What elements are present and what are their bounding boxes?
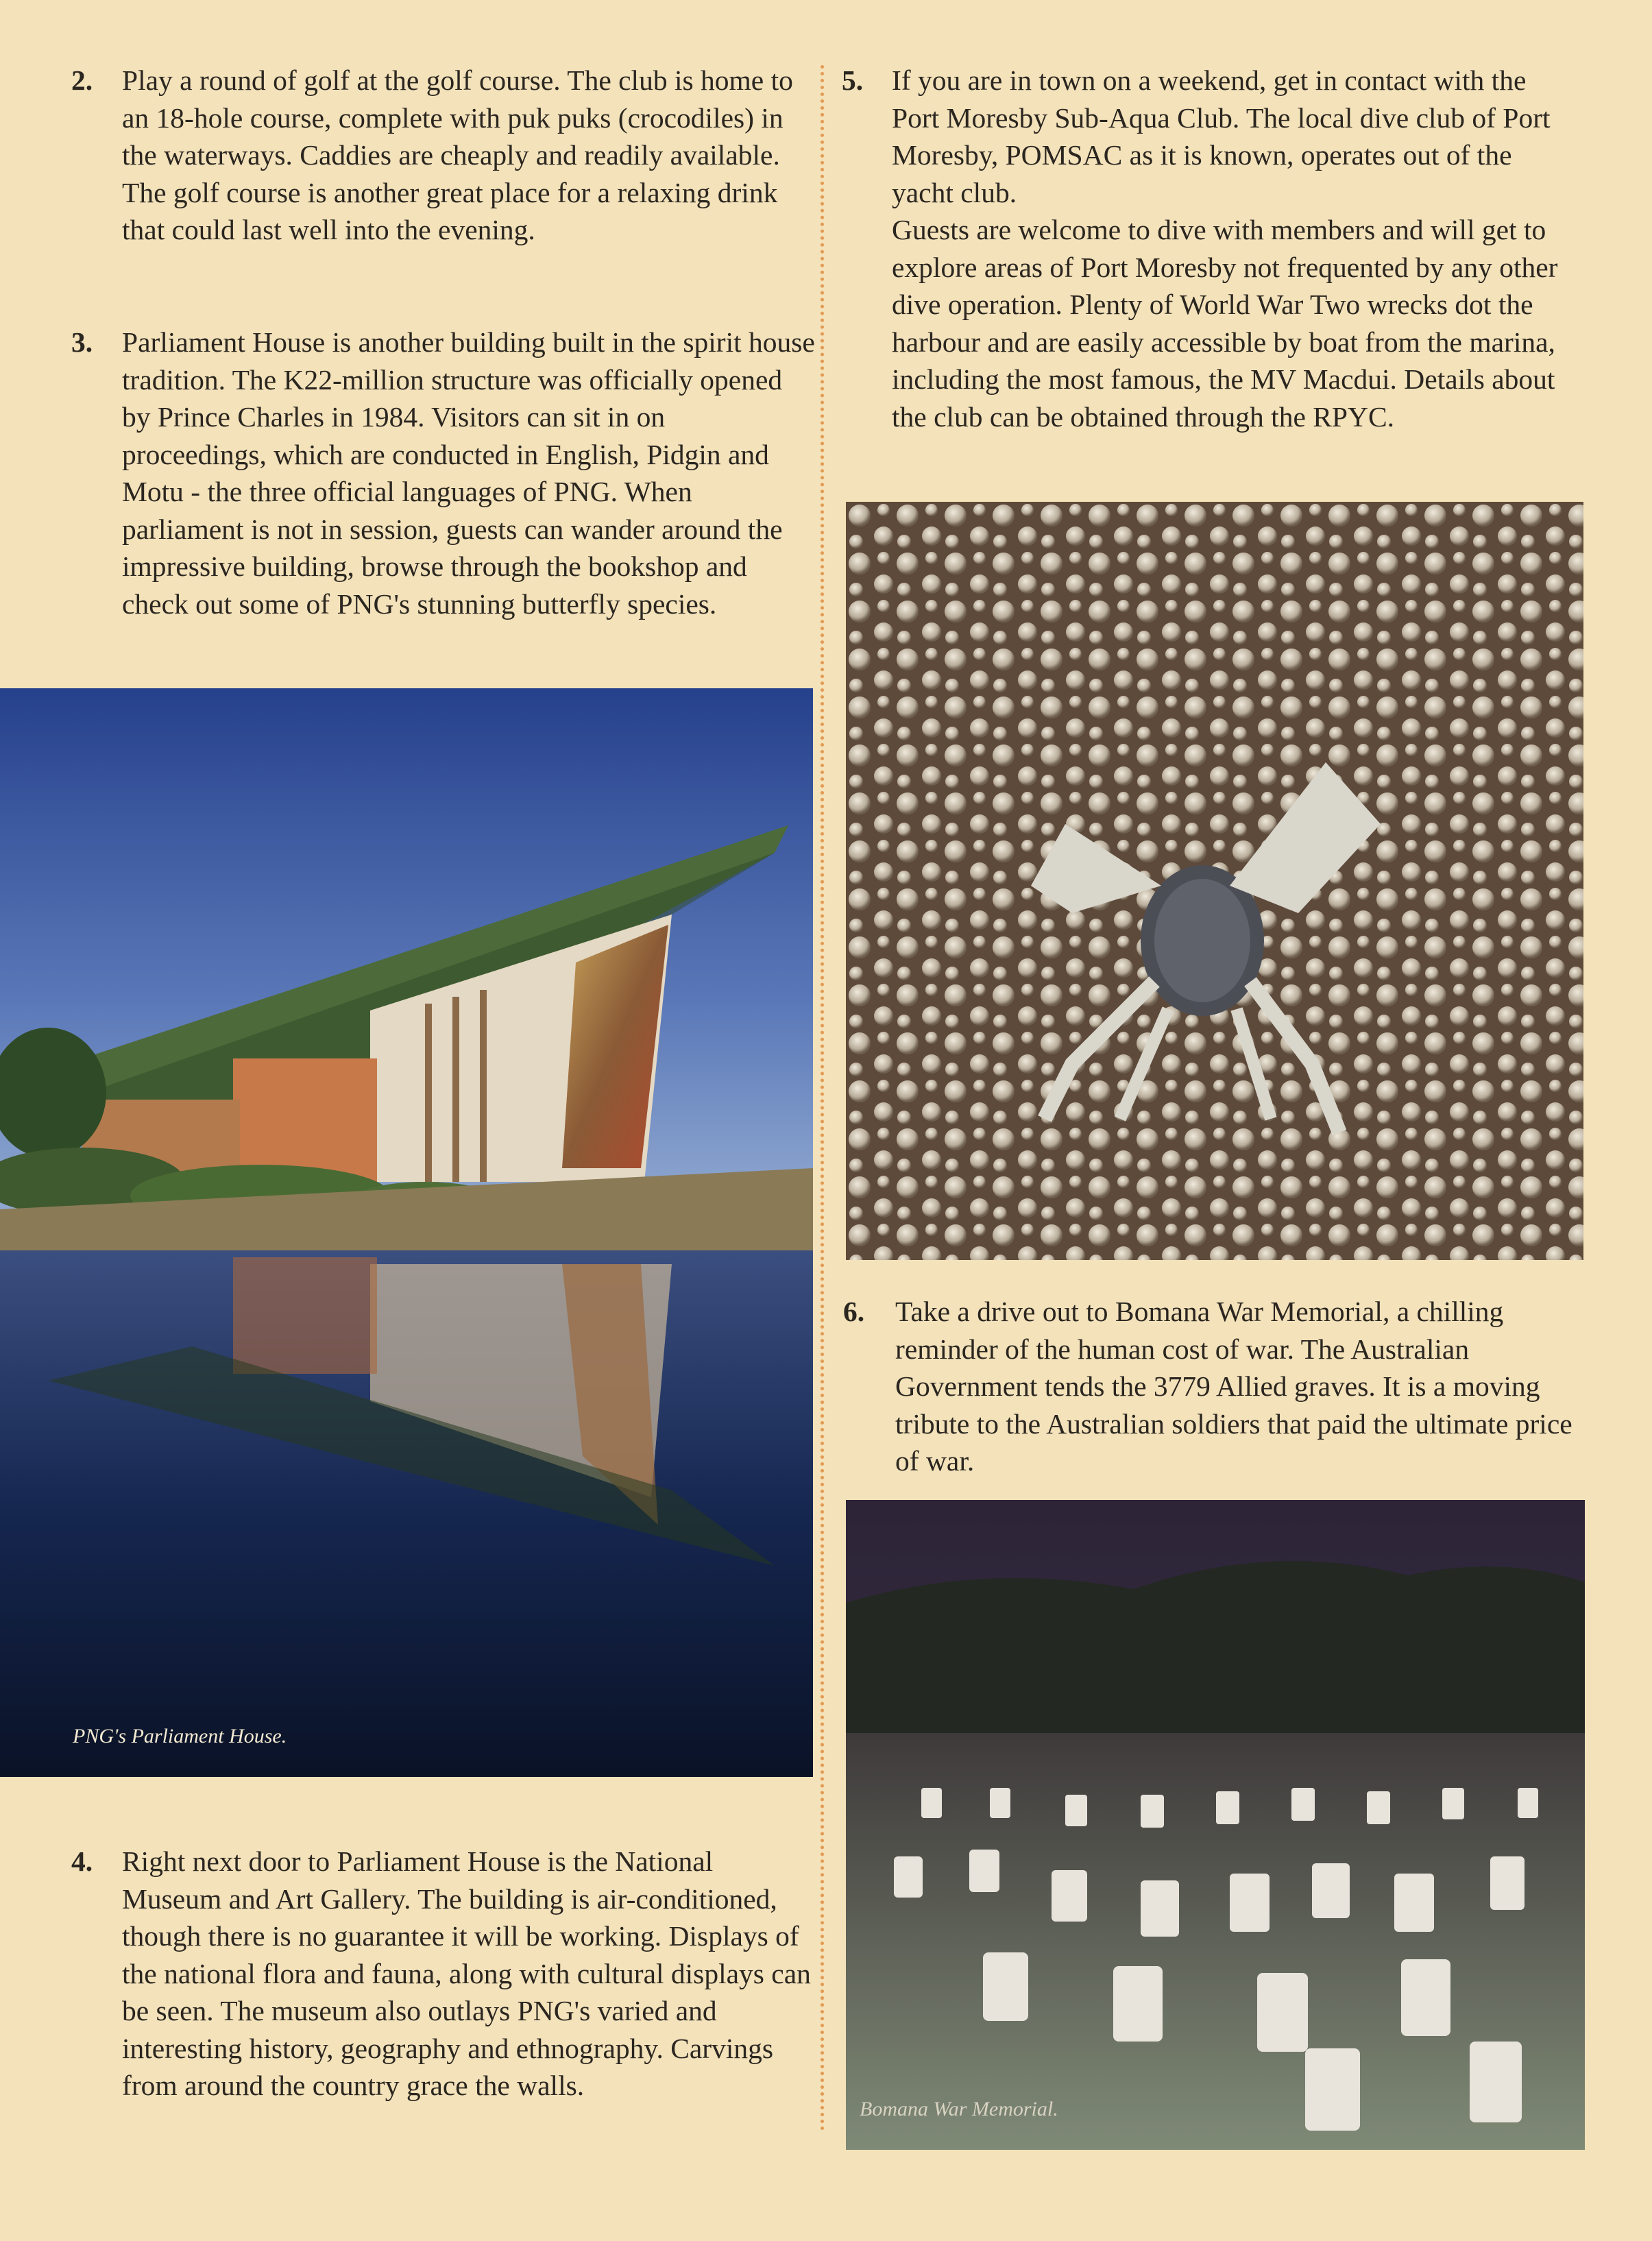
photo-caption: PNG's Parliament House. bbox=[73, 1725, 287, 1747]
item-text bbox=[122, 62, 815, 249]
bomana-war-memorial-photo bbox=[846, 1500, 1585, 2150]
item-number: 3. bbox=[71, 326, 93, 358]
item-text bbox=[895, 1293, 1583, 1480]
item-paragraph: Guests are welcome to dive with members and will get to explore areas of Port Moresby not frequented by any other dive operation. Plenty of World War Two wrecks dot the harbour and are easily accessible by boat from the marina, including the most famous, the MV Macdui. Details about the club can be obtained through the RPYC. bbox=[892, 214, 1558, 433]
item-text bbox=[892, 62, 1575, 435]
photo-caption: Bomana War Memorial. bbox=[860, 2098, 1058, 2120]
item-number: 2. bbox=[71, 64, 93, 96]
column-divider bbox=[821, 65, 824, 2132]
item-paragraph: If you are in town on a weekend, get in contact with the Port Moresby Sub-Aqua Club. The local dive club of Port Moresby, POMSAC as it is known, operates out of the yacht club. bbox=[892, 64, 1551, 208]
list-item-6 bbox=[843, 1293, 1583, 1499]
porcelain-crab-photo bbox=[846, 502, 1583, 1260]
list-item-4 bbox=[71, 1843, 815, 2144]
bomana-war-memorial-image bbox=[846, 1500, 1585, 2150]
porcelain-crab-image bbox=[846, 502, 1583, 1260]
parliament-house-image bbox=[0, 688, 813, 1777]
list-item-2 bbox=[71, 62, 815, 288]
parliament-house-photo bbox=[0, 688, 813, 1777]
item-number: 5. bbox=[842, 64, 864, 96]
list-item-3 bbox=[71, 324, 815, 666]
item-number: 4. bbox=[71, 1845, 93, 1877]
item-paragraph: Right next door to Parliament House is the National Museum and Art Gallery. The building is air-conditioned, though there is no guarantee it will be working. Displays of the national flora and fauna, along with cultural displays can be seen. The museum also outlays PNG's varied and interesting history, geography and ethnography. Carvings from around the country grace the walls. bbox=[122, 1845, 811, 2101]
item-number: 6. bbox=[843, 1296, 865, 1327]
item-text bbox=[122, 1843, 815, 2105]
item-text bbox=[122, 324, 815, 622]
item-paragraph: Take a drive out to Bomana War Memorial, a chilling reminder of the human cost of war. The Australian Government tends the 3779 Allied graves. It is a moving tribute to the Australian soldiers that paid the ultimate price of war. bbox=[895, 1296, 1572, 1477]
item-paragraph: Parliament House is another building built in the spirit house tradition. The K22-million structure was officially opened by Prince Charles in 1984. Visitors can sit in on proceedings, which are conducted in English, Pidgin and Motu - the three official languages of PNG. When parliament is not in session, guests can wander around the impressive building, browse through the bookshop and check out some of PNG's stunning butterfly species. bbox=[122, 326, 815, 620]
list-item-5 bbox=[842, 62, 1575, 480]
item-paragraph: Play a round of golf at the golf course. The club is home to an 18-hole course, complete with puk puks (crocodiles) in the waterways. Caddies are cheaply and readily available. The golf course is another great place for a relaxing drink that could last well into the evening. bbox=[122, 64, 793, 245]
